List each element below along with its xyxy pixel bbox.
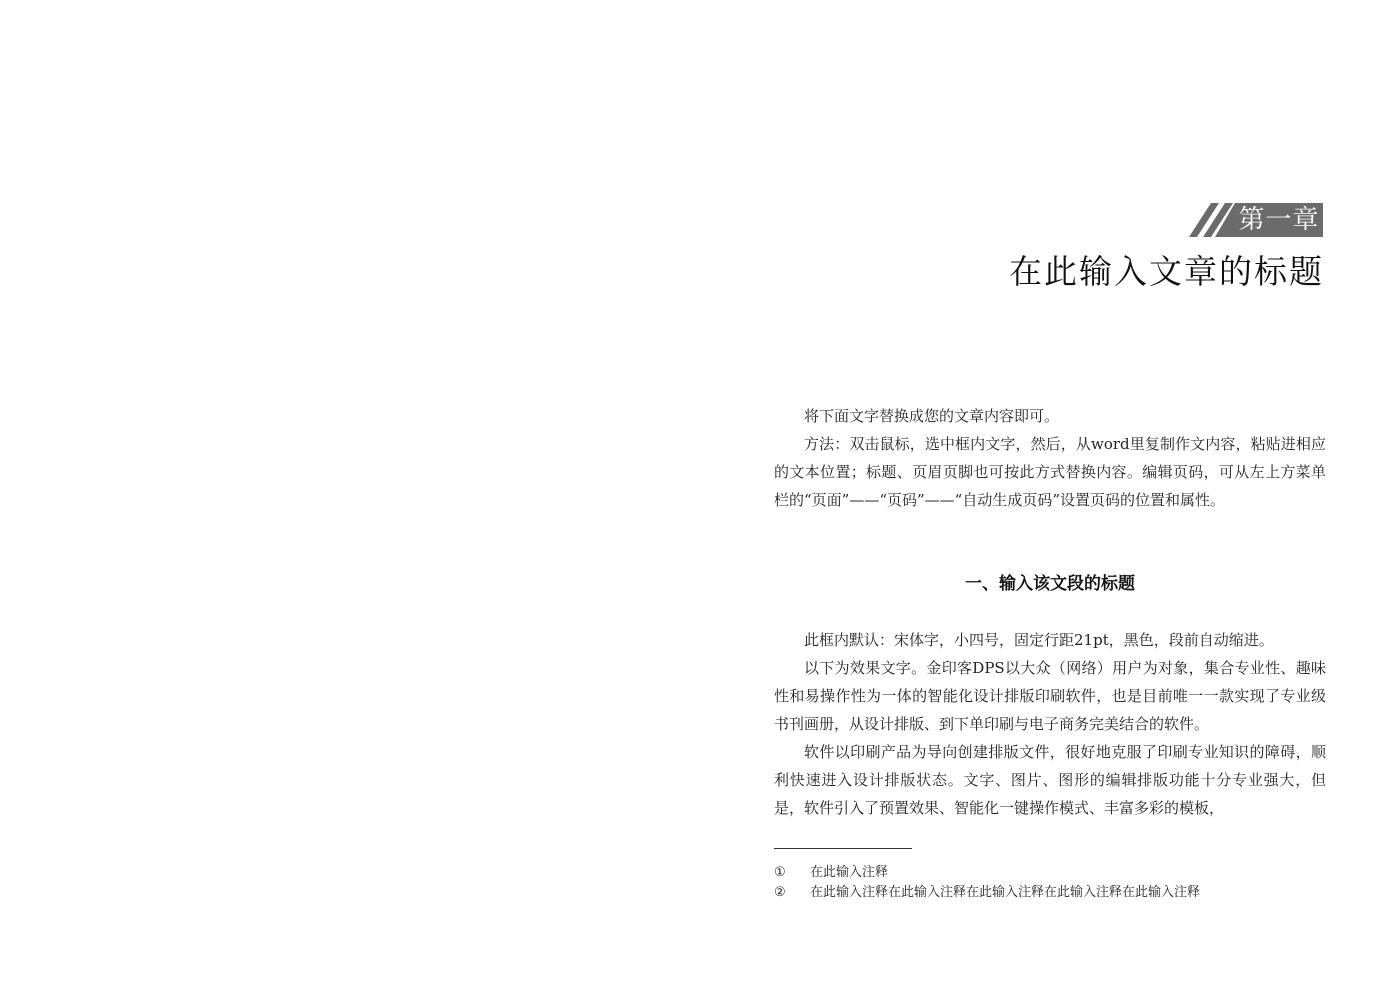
intro-paragraph: 将下面文字替换成您的文章内容即可。 bbox=[804, 407, 1060, 425]
section-heading: 一、输入该文段的标题 bbox=[965, 574, 1135, 594]
intro-text-block bbox=[774, 402, 1326, 514]
chapter-label: 第一章 bbox=[1238, 205, 1320, 235]
section-paragraph: 软件以印刷产品为导向创建排版文件，很好地克服了印刷专业知识的障碍，顺利快速进入设计排版状态。文字、图片、图形的编辑排版功能十分专业强大，但是，软件引入了预置效果、智能化一键操作模式、丰富多彩的模板， bbox=[774, 743, 1326, 817]
footnote-text: 在此输入注释在此输入注释在此输入注释在此输入注释在此输入注释 bbox=[810, 885, 1201, 900]
article-title: 在此输入文章的标题 bbox=[1009, 252, 1324, 291]
intro-paragraph: 方法：双击鼠标，选中框内文字，然后，从word里复制作文内容，粘贴进相应的文本位置；标题、页眉页脚也可按此方式替换内容。编辑页码，可从左上方菜单栏的“页面”——“页码”——“自动生成页码”设置页码的位置和属性。 bbox=[774, 435, 1326, 509]
section-paragraph: 此框内默认：宋体字，小四号，固定行距21pt，黑色，段前自动缩进。 bbox=[804, 631, 1274, 649]
footnote-divider bbox=[774, 848, 912, 849]
footnote-text: 在此输入注释 bbox=[810, 865, 889, 880]
footnote-marker: ① bbox=[774, 865, 786, 880]
chapter-banner bbox=[1183, 203, 1323, 237]
footnote-item bbox=[774, 883, 1326, 903]
section-text-block bbox=[774, 626, 1326, 822]
section-paragraph: 以下为效果文字。金印客DPS以大众（网络）用户为对象，集合专业性、趣味性和易操作性为一体的智能化设计排版印刷软件，也是目前唯一一款实现了专业级书刊画册，从设计排版、到下单印刷与电子商务完美结合的软件。 bbox=[774, 659, 1326, 733]
footnote-item bbox=[774, 863, 1326, 883]
footnote-marker: ② bbox=[774, 885, 786, 900]
footnotes bbox=[774, 863, 1326, 903]
